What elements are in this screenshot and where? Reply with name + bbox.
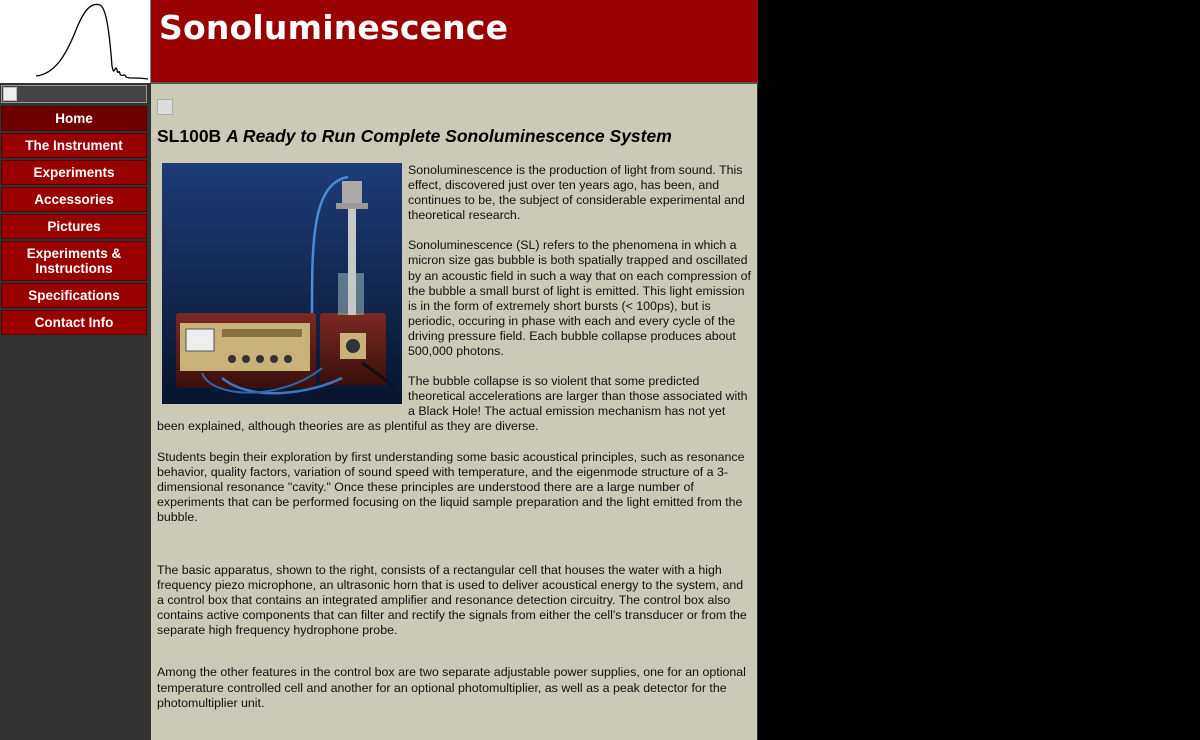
- nav-menu: [1, 106, 147, 337]
- pulse-curve-icon: [0, 0, 150, 83]
- nav-item-experiments-instructions[interactable]: Experiments & Instructions: [1, 241, 147, 281]
- nav-item-pictures[interactable]: Pictures: [1, 214, 147, 239]
- paragraph-5: The basic apparatus, shown to the right, consists of a rectangular cell that houses the water with a high frequency piezo microphone, an ultrasonic horn that is used to deliver acoustical energy to the system, and a control box that contains an integrated amplifier and resonance detection circuitry. The control box also contains active components that can filter and rectify the signals from either the cell's transducer or from the separate high frequency hydrophone probe.: [157, 562, 747, 638]
- paragraph-4: Students begin their exploration by first understanding some basic acoustical principles, such as resonance behavior, quality factors, variation of sound speed with temperature, and the eigenmode structure of a 3-dimensional resonance "cavity." Once these principles are understood there are a large number of experiments that can be performed focusing on the liquid sample preparation and the light emitted from the bubble.: [157, 449, 745, 524]
- nav-item-home[interactable]: Home: [1, 106, 147, 131]
- logo-pulse-graph: [0, 0, 151, 83]
- site-header: [151, 0, 758, 84]
- instrument-photo-illustration: [162, 163, 402, 404]
- main-content: [151, 84, 757, 740]
- paragraph-2: Sonoluminescence (SL) refers to the phenomena in which a micron size gas bubble is both spatially trapped and oscillated by an acoustic field in such a way that on each compression of the bubble a small burst of light is emitted. This light emission is in the form of extremely short bursts (< 100ps), but is periodic, occuring in phase with each and every cycle of the driving pressure field. Each bubble collapse produces about 500,000 photons.: [408, 238, 751, 359]
- broken-image-placeholder: [1, 85, 147, 103]
- paragraph-3: The bubble collapse is so violent that some predicted theoretical accelerations are larger than those associated with a Black Hole! The actual emission mechanism has not yet been explained, although theories are as plentiful as they are diverse.: [157, 374, 748, 434]
- instrument-photo: [162, 163, 402, 404]
- nav-item-accessories[interactable]: Accessories: [1, 187, 147, 212]
- nav-item-experiments[interactable]: Experiments: [1, 160, 147, 185]
- sidebar: [0, 83, 150, 740]
- broken-image-icon: [3, 87, 17, 101]
- heading-description: A Ready to Run Complete Sonoluminescence System: [226, 126, 672, 146]
- nav-item-the-instrument[interactable]: The Instrument: [1, 133, 147, 158]
- nav-item-contact-info[interactable]: Contact Info: [1, 310, 147, 335]
- site-title: Sonoluminescence: [159, 8, 509, 47]
- nav-item-specifications[interactable]: Specifications: [1, 283, 147, 308]
- paragraph-6: Among the other features in the control box are two separate adjustable power supplies, one for an optional temperature controlled cell and another for an optional photomultiplier, as well as a peak detector for the photomultiplier unit.: [157, 665, 746, 710]
- paragraph-1: Sonoluminescence is the production of light from sound. This effect, discovered just over ten years ago, has been, and continues to be, the subject of considerable experimental and theoretical research.: [408, 163, 745, 223]
- broken-image-icon: [157, 99, 173, 115]
- heading-model: SL100B: [157, 126, 222, 146]
- page-heading: [157, 126, 672, 147]
- article-text: [157, 163, 753, 726]
